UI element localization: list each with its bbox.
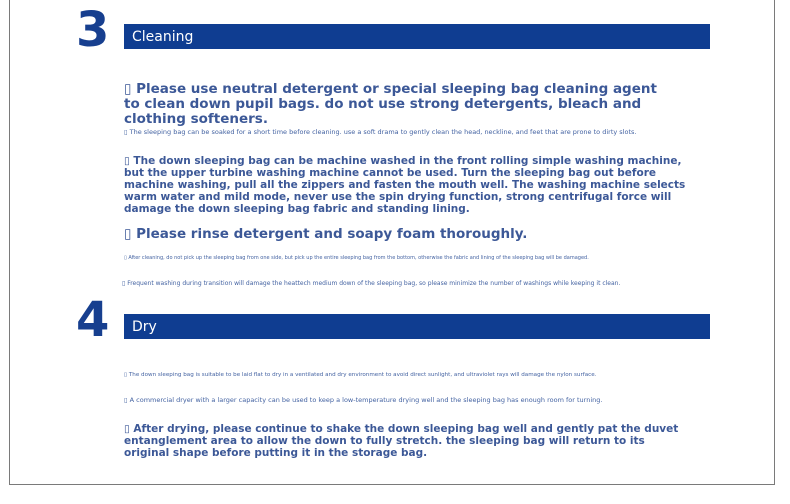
section-header-cleaning: [124, 24, 710, 49]
cleaning-item: ▯ Please use neutral detergent or special sleeping bag cleaning agent to clean down pupil bags. do not use strong detergents, bleach and clothing softeners.: [124, 81, 657, 127]
cleaning-item: ▯ After cleaning, do not pick up the sleeping bag from one side, but pick up the entire sleeping bag from the bottom, otherwise the fabric and lining of the sleeping bag will be damaged.: [124, 255, 589, 261]
dry-item: ▯ After drying, please continue to shake the down sleeping bag well and gently pat the duvet entanglement area to allow the down to fully stretch. the sleeping bag will return to its original shape before putting it in the storage bag.: [124, 423, 679, 459]
dry-item: ▯ A commercial dryer with a larger capacity can be used to keep a low-temperature drying well and the sleeping bag has enough room for turning.: [124, 396, 603, 404]
page-frame: [9, 0, 775, 485]
dry-item: ▯ The down sleeping bag is suitable to be laid flat to dry in a ventilated and dry environment to avoid direct sunlight, and ultraviolet rays will damage the nylon surface.: [124, 372, 597, 378]
section-header-dry: [124, 314, 710, 339]
section-title: Cleaning: [132, 29, 194, 45]
cleaning-item: ▯ The sleeping bag can be soaked for a short time before cleaning. use a soft drama to gently clean the head, neckline, and feet that are prone to dirty slots.: [124, 128, 637, 136]
cleaning-item: ▯ The down sleeping bag can be machine washed in the front rolling simple washing machine, but the upper turbine washing machine cannot be used. Turn the sleeping bag out before machine washing, pull all the zippers and fasten the mouth well. The washing machine selects warm water and mild mode, never use the spin drying function, strong centrifugal force will damage the down sleeping bag fabric and standing lining.: [124, 155, 686, 215]
cleaning-item: ▯ Frequent washing during transition will damage the heattech medium down of the sleeping bag, so please minimize the number of washings while keeping it clean.: [122, 280, 621, 287]
cleaning-item: ▯ Please rinse detergent and soapy foam thoroughly.: [124, 226, 528, 242]
section-number-3: 3: [76, 2, 110, 58]
section-title: Dry: [132, 319, 157, 335]
section-number-4: 4: [76, 292, 110, 348]
